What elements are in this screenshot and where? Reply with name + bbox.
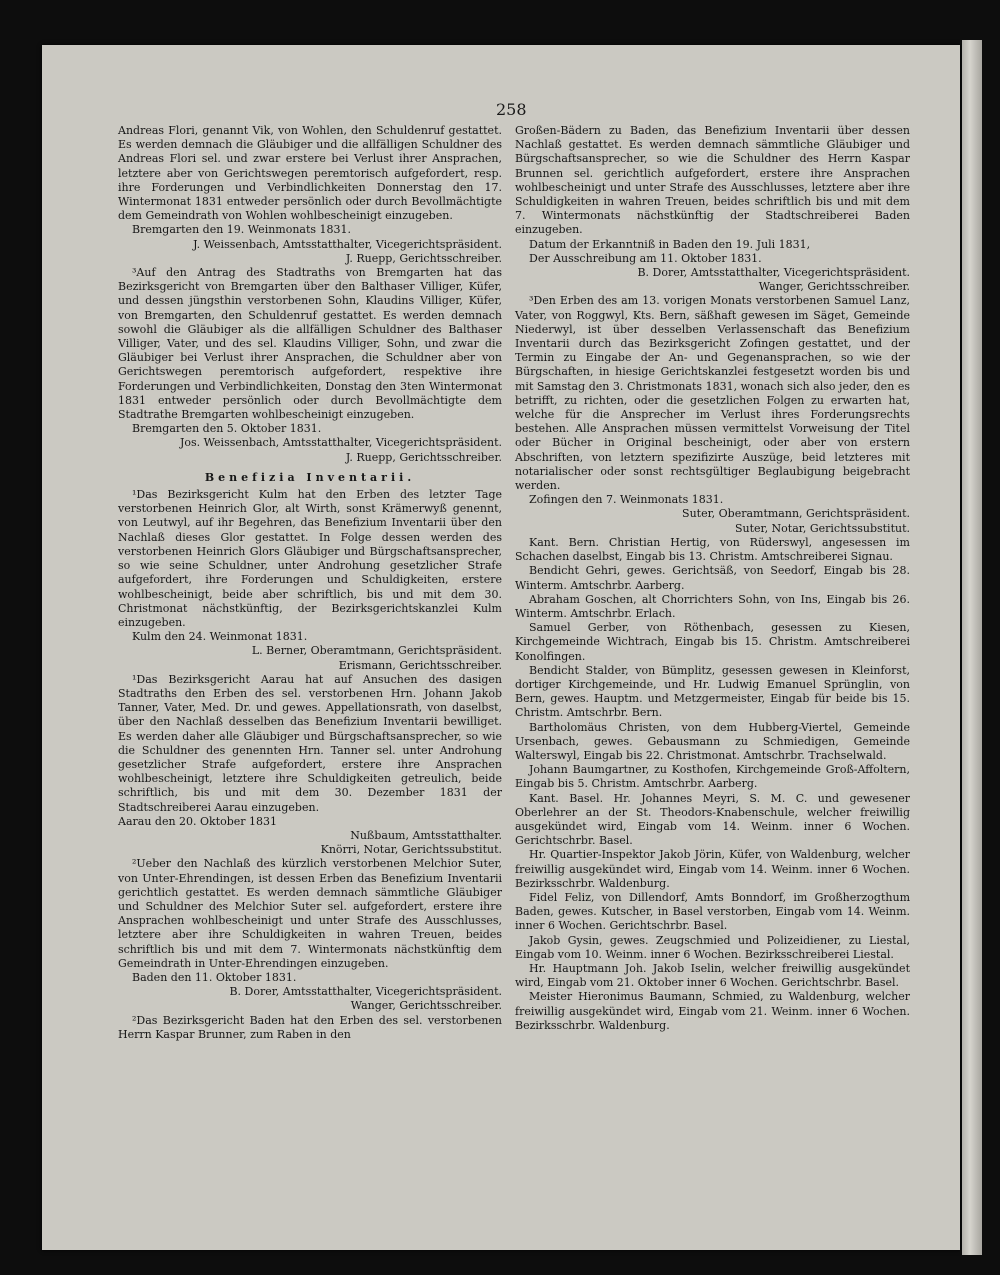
right-column <box>515 124 910 1033</box>
left-signature: J. Ruepp, Gerichtsschreiber. <box>345 251 502 265</box>
left-signature: Jos. Weissenbach, Amtsstatthalter, Vicegerichtspräsident. <box>179 436 502 450</box>
right-entry: Kant. Bern. Christian Hertig, von Rüderswyl, angesessen im Schachen daselbst, Eingab bis 13. Christm. Amtschreiberei Signau. <box>515 535 910 564</box>
left-signature: Knörri, Notar, Gerichtssubstitut. <box>320 843 502 857</box>
right-signature: Suter, Notar, Gerichtssubstitut. <box>734 521 910 535</box>
right-signature: B. Dorer, Amtsstatthalter, Vicegerichtspräsident. <box>637 266 910 280</box>
right-paragraph: Großen-Bädern zu Baden, das Benefizium Inventarii über dessen Nachlaß gestattet. Es werden demnach sämmtliche Gläubiger und Bürgschaftsansprecher, so wie die Schuldner des Herrn Kaspar Brunnen sel. gerichtlich aufgefordert, erstere ihre Ansprachen wohlbescheinigt und unter Strafe des Ausschlusses, letztere aber ihre Schuldigkeiten in wahren Treuen, beides schriftlich bis und mit dem 7. Wintermonats nächstkünftig der Stadtschreiberei Baden einzugeben. <box>515 124 910 237</box>
left-signature: Wanger, Gerichtsschreiber. <box>350 999 502 1013</box>
left-paragraph: Bremgarten den 5. Oktober 1831. <box>132 422 322 436</box>
right-paragraph: Zofingen den 7. Weinmonats 1831. <box>529 493 724 507</box>
section-heading: Benefizia Inventarii. <box>204 470 416 484</box>
right-entry: Kant. Basel. Hr. Johannes Meyri, S. M. C. und gewesener Oberlehrer an der St. Theodors-Knabenschule, welcher freiwillig ausgekündet wird, Eingab vom 14. Weinm. inner 6 Wochen. Gerichtschrbr. Basel. <box>515 791 910 848</box>
left-signature: Erismann, Gerichtsschreiber. <box>338 658 502 672</box>
right-entry: Meister Hieronimus Baumann, Schmied, zu Waldenburg, welcher freiwillig ausgekündet wird, Eingab vom 21. Weinm. inner 6 Wochen. Bezirksschrbr. Waldenburg. <box>515 990 910 1032</box>
right-entry: Fidel Feliz, von Dillendorf, Amts Bonndorf, im Großherzogthum Baden, gewes. Kutscher, in Basel verstorben, Eingab vom 14. Weinm. inner 6 Wochen. Gerichtschrbr. Basel. <box>515 890 910 933</box>
left-paragraph: Bremgarten den 19. Weinmonats 1831. <box>132 223 352 237</box>
left-paragraph: ³Auf den Antrag des Stadtraths von Bremgarten hat das Bezirksgericht von Bremgarten über den Balthaser Villiger, Küfer, und dessen jüngsthin verstorbenen Sohn, Klaudins Villiger, Küfer, von Bremgarten, den Schuldenruf gestattet. Es werden demnach sowohl die Gläubiger als die allfälligen Schuldner des Balthaser Villiger, Vater, und des sel. Klaudins Villiger, Sohn, und zwar die Gläubiger bei Verlust ihrer Ansprachen, die Schuldner aber von Gerichtswegen peremtorisch aufgefordert, respektive ihre Forderungen und Verbindlichkeiten, Donstag den 3ten Wintermonat 1831 entweder persönlich oder durch Bevollmächtigte dem Stadtrathe Bremgarten wohlbescheinigt einzugeben. <box>118 266 502 422</box>
right-entry: Jakob Gysin, gewes. Zeugschmied und Polizeidiener, zu Liestal, Eingab vom 10. Weinm. inner 6 Wochen. Bezirksschreiberei Liestal. <box>515 933 910 961</box>
left-paragraph: Baden den 11. Oktober 1831. <box>132 970 297 984</box>
right-entry: Johann Baumgartner, zu Kosthofen, Kirchgemeinde Groß-Affoltern, Eingab bis 5. Christm. Amtschrbr. Aarberg. <box>515 763 910 791</box>
right-entry: Bartholomäus Christen, von dem Hubberg-Viertel, Gemeinde Ursenbach, gewes. Gebausmann zu Schmiedigen, Gemeinde Walterswyl, Eingab bis 22. Christmonat. Amtschrbr. Trachselwald. <box>515 720 910 762</box>
left-paragraph: ²Ueber den Nachlaß des kürzlich verstorbenen Melchior Suter, von Unter-Ehrendingen, ist dessen Erben das Benefizium Inventarii gerichtlich gestattet. Es werden demnach sämmtliche Gläubiger und Schuldner des Melchior Suter sel. aufgefordert, erstere ihre Ansprachen wohlbescheinigt und unter Strafe des Ausschlusses, letztere aber ihre Schuldigkeiten in wahren Treuen, beides schriftlich bis und mit dem 7. Wintermonats nächstkünftig dem Gemeindrath in Unter-Ehrendingen einzugeben. <box>118 857 502 970</box>
left-signature: L. Berner, Oberamtmann, Gerichtspräsident. <box>251 644 502 658</box>
page-spine <box>962 40 982 1255</box>
left-paragraph: Aarau den 20. Oktober 1831 <box>118 814 278 828</box>
left-paragraph: ²Das Bezirksgericht Baden hat den Erben des sel. verstorbenen Herrn Kaspar Brunner, zum Raben in den <box>118 1013 502 1041</box>
right-entry: Bendicht Stalder, von Bümplitz, gesessen gewesen in Kleinforst, dortiger Kirchgemeinde, und Hr. Ludwig Emanuel Sprünglin, von Bern, gewes. Hauptm. und Metzgermeister, Eingab für beide bis 15. Christm. Amtschrbr. Bern. <box>515 663 910 720</box>
right-paragraph: ³Den Erben des am 13. vorigen Monats verstorbenen Samuel Lanz, Vater, von Roggwyl, Kts. Bern, säßhaft gewesen im Säget, Gemeinde Niederwyl, ist über desselben Verlassenschaft das Benefizium Inventarii durch das Bezirksgericht Zofingen gestattet, und der Termin zu Eingabe der An- und Gegenansprachen, so wie der Bürgschaften, in hiesige Gerichtskanzlei festgesetzt worden bis und mit Samstag den 3. Christmonats 1831, wonach sich also jeder, den es betrifft, zu richten, oder die gesetzlichen Folgen zu erwarten hat, welche für die Ansprecher im Verlust ihres Forderungsrechts bestehen. Alle Ansprachen müssen vermittelst Vorweisung der Titel oder Bücher in Original bescheinigt, oder aber von erstern Abschriften, von letztern spezifizirte Auszüge, beid letzteres mit notarialischer oder sonst rechtsgültiger Beglaubigung beigebracht werden. <box>515 294 910 493</box>
right-entry: Bendicht Gehri, gewes. Gerichtsäß, von Seedorf, Eingab bis 28. Winterm. Amtschrbr. Aarberg. <box>515 564 910 592</box>
left-signature: J. Weissenbach, Amtsstatthalter, Vicegerichtspräsident. <box>193 237 502 251</box>
left-paragraph: ¹Das Bezirksgericht Kulm hat den Erben des letzter Tage verstorbenen Heinrich Glor, alt Wirth, sonst Krämerwyß genennt, von Leutwyl, auf ihr Begehren, das Benefizium Inventarii über den Nachlaß dieses Glor gestattet. In Folge dessen werden des verstorbenen Heinrich Glors Gläubiger und Bürgschaftsansprecher, so wie seine Schuldner, unter Androhung gesetzlicher Strafe aufgefordert, ihre Forderungen und Schuldigkeiten, erstere wohlbescheinigt, beide aber schriftlich, bis und mit dem 30. Christmonat nächstkünftig, der Bezirksgerichtskanzlei Kulm einzugeben. <box>118 488 502 629</box>
left-signature: B. Dorer, Amtsstatthalter, Vicegerichtspräsident. <box>229 985 502 999</box>
right-signature: Suter, Oberamtmann, Gerichtspräsident. <box>682 507 910 521</box>
right-paragraph: Der Ausschreibung am 11. Oktober 1831. <box>529 251 762 265</box>
right-signature: Wanger, Gerichtsschreiber. <box>758 280 910 294</box>
right-entry: Abraham Goschen, alt Chorrichters Sohn, von Ins, Eingab bis 26. Winterm. Amtschrbr. Erlach. <box>515 592 910 620</box>
right-entry: Samuel Gerber, von Röthenbach, gesessen zu Kiesen, Kirchgemeinde Wichtrach, Eingab bis 15. Christm. Amtschreiberei Konolfingen. <box>515 621 910 663</box>
right-entry: Hr. Quartier-Inspektor Jakob Jörin, Küfer, von Waldenburg, welcher freiwillig ausgekündet wird, Eingab vom 14. Weinm. inner 6 Wochen. Bezirksschrbr. Waldenburg. <box>515 848 910 890</box>
left-signature: J. Ruepp, Gerichtsschreiber. <box>345 450 502 464</box>
left-paragraph: ¹Das Bezirksgericht Aarau hat auf Ansuchen des dasigen Stadtraths den Erben des sel. verstorbenen Hrn. Johann Jakob Tanner, Vater, Med. Dr. und gewes. Appellationsrath, von daselbst, über den Nachlaß desselben das Benefizium Inventarii bewilliget. Es werden daher alle Gläubiger und Bürgschaftsansprecher, so wie die Schuldner des genennten Hrn. Tanner sel. unter Androhung gesetzlicher Strafe aufgefordert, erstere ihre Ansprachen wohlbescheinigt, letztere ihre Schuldigkeiten getreulich, beide schriftlich, bis und mit dem 30. Dezember 1831 der Stadtschreiberei Aarau einzugeben. <box>118 672 502 814</box>
left-column <box>118 124 502 1042</box>
right-paragraph: Datum der Erkanntniß in Baden den 19. Juli 1831, <box>529 237 811 251</box>
left-paragraph: Andreas Flori, genannt Vik, von Wohlen, den Schuldenruf gestattet. Es werden demnach die Gläubiger und die allfälligen Schuldner des Andreas Flori sel. und zwar erstere bei Verlust ihrer Ansprachen, letztere aber von Gerichtswegen peremtorisch aufgefordert, resp. ihre Forderungen und Verbindlichkeiten Donnerstag den 17. Wintermonat 1831 entweder persönlich oder durch Bevollmächtigte dem Gemeindrath von Wohlen wohlbescheinigt einzugeben. <box>118 124 502 223</box>
left-paragraph: Kulm den 24. Weinmonat 1831. <box>132 630 308 644</box>
right-entry: Hr. Hauptmann Joh. Jakob Iselin, welcher freiwillig ausgekündet wird, Eingab vom 21. Oktober inner 6 Wochen. Gerichtschrbr. Basel. <box>515 961 910 990</box>
left-signature: Nußbaum, Amtsstatthalter. <box>350 828 502 842</box>
page-number: 258 <box>496 100 527 119</box>
